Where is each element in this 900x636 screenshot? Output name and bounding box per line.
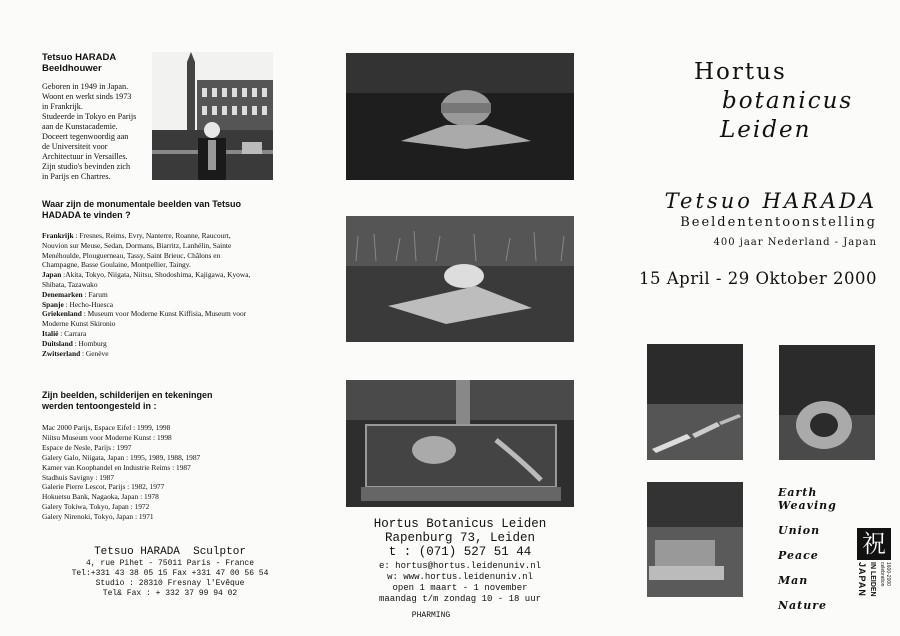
- logo-text-japan: JAPAN: [857, 562, 867, 597]
- bio-line: in Frankrijk.: [42, 102, 83, 111]
- cover-title: [650, 58, 880, 145]
- exhibition-line: Espace de Nesle, Parijs : 1997: [42, 442, 132, 452]
- garden-name: Hortus Botanicus Leiden: [373, 517, 547, 531]
- logo-vertical-text: [857, 562, 893, 608]
- bio-line: Geboren in 1949 in Japan.: [42, 82, 129, 91]
- location-line: Japan :Akita, Tokyo, Niigata, Niitsu, Shodoshima, Kajigawa, Kyowa,: [42, 270, 251, 280]
- exhibition-line: Kamer van Koophandel en Industrie Reims : 1987: [42, 462, 191, 472]
- contact-studio: Studio : 28310 Fresnay l'Evêque: [95, 579, 245, 588]
- contact-address: 4, rue Pihet - 75011 Paris - France: [85, 559, 255, 568]
- contact-studio-phone: Tel& Fax : + 332 37 99 94 02: [102, 589, 238, 598]
- printer-credit: PHARMING: [411, 611, 451, 620]
- monumental-section: [42, 199, 274, 358]
- garden-phone: t : (071) 527 51 44: [388, 545, 532, 559]
- garden-contact: [346, 517, 574, 605]
- bio-line: Zijn studio's bevinden zich: [42, 162, 131, 171]
- artist-contact: [60, 546, 280, 599]
- location-line: Menéhoulde, Plouguerneau, Tassy, Saint Brieuc, Châlons en: [42, 250, 221, 260]
- artist-bio: [42, 82, 152, 182]
- location-line: Nouvion sur Meuse, Sedan, Dormans, Biarritz, Lanhélin, Sainte: [42, 240, 232, 250]
- exhibitions-section: [42, 390, 274, 522]
- location-line: Frankrijk : Fresnes, Reims, Evry, Nanterre, Roanne, Raucourt,: [42, 231, 231, 240]
- location-line: Italië : Carrara: [42, 328, 87, 338]
- exhibition-line: Galery Tokiwa, Tokyo, Japan : 1972: [42, 502, 150, 512]
- sculpture-photo-1: [346, 53, 574, 180]
- theme-item: Peace: [778, 549, 819, 562]
- exhibition-subtitle: Beeldententoonstelling: [680, 215, 877, 230]
- bio-line: in Parijs en Chartres.: [42, 172, 111, 181]
- location-line: Duitsland : Homburg: [42, 338, 107, 348]
- contact-phone: Tel:+331 43 38 05 15 Fax +331 47 00 56 54: [71, 569, 269, 578]
- sculpture-photo-3: [346, 380, 574, 507]
- sculpture-photo-2: [346, 216, 574, 342]
- garden-photo-3: [647, 482, 743, 597]
- title-line-3: Leiden: [720, 117, 812, 143]
- bio-line: Woont en werkt sinds 1973: [42, 92, 132, 101]
- contact-role: Sculptor: [193, 546, 246, 558]
- logo-text-years: 1600-2000 celebration: [879, 562, 891, 587]
- exhibition-artist: Tetsuo HARADA: [664, 189, 877, 213]
- logo-text-in-leiden: IN LEIDEN: [869, 562, 876, 597]
- bio-line: de Universiteit voor: [42, 142, 108, 151]
- exhibitions-heading: Zijn beelden, schilderijen en tekeningen: [42, 390, 213, 400]
- artist-role: Beeldhouwer: [42, 63, 102, 74]
- theme-item: Earth Weaving: [778, 486, 837, 512]
- exhibition-line: Galery Nirenoki, Tokyo, Japan : 1971: [42, 512, 154, 522]
- exhibition-occasion: 400 jaar Nederland - Japan: [713, 237, 877, 248]
- artist-portrait-photo: [152, 52, 273, 180]
- bio-line: Doceert tegenwoordig aan: [42, 132, 129, 141]
- exhibition-info: [612, 188, 877, 289]
- exhibition-line: Galery Galo, Niigata, Japan : 1995, 1989, 1988, 1987: [42, 452, 201, 462]
- location-line: Griekenland : Museum voor Moderne Kunst Kiffisia, Museum voor: [42, 309, 247, 319]
- exhibition-line: Galerie Pierre Lescot, Parijs : 1982, 1977: [42, 482, 165, 492]
- exhibitions-list: [42, 423, 274, 522]
- exhibition-line: Mac 2000 Parijs, Espace Eifel : 1999, 1998: [42, 423, 171, 432]
- location-line: Zwitserland : Genève: [42, 348, 109, 358]
- artist-name: Tetsuo HARADA: [42, 52, 117, 63]
- theme-item: Nature: [778, 599, 828, 612]
- location-line: Denemarken : Farum: [42, 289, 108, 299]
- locations-list: [42, 231, 274, 358]
- location-line: Champagne, Basse Goulaine, Montpellier, Taingy.: [42, 260, 191, 270]
- garden-website: w: www.hortus.leidenuniv.nl: [387, 572, 533, 582]
- garden-email: e: hortus@hortus.leidenuniv.nl: [378, 561, 542, 571]
- location-line: Shibata, Tazawako: [42, 279, 98, 289]
- garden-address: Rapenburg 73, Leiden: [384, 531, 536, 545]
- garden-photo-2: [779, 345, 875, 460]
- exhibitions-heading-2: werden tentoongesteld in :: [42, 401, 157, 411]
- japan-in-leiden-logo: [857, 528, 895, 608]
- garden-season: open 1 maart - 1 november: [392, 583, 528, 593]
- exhibition-line: Niitsu Museum voor Moderne Kunst : 1998: [42, 432, 172, 442]
- theme-item: Union: [778, 524, 821, 537]
- exhibition-line: Hokuetsu Bank, Nagaoka, Japan : 1978: [42, 492, 159, 502]
- contact-name-line: [60, 546, 280, 559]
- contact-name: Tetsuo HARADA: [94, 546, 180, 558]
- title-line-1: Hortus: [694, 59, 787, 85]
- title-line-2: botanicus: [722, 88, 854, 114]
- garden-photo-1: [647, 344, 743, 460]
- location-line: Spanje : Hecho-Huesca: [42, 299, 114, 309]
- theme-item: Man: [778, 574, 809, 587]
- garden-hours: maandag t/m zondag 10 - 18 uur: [378, 594, 542, 604]
- location-line: Moderne Kunst Skironio: [42, 319, 116, 329]
- exhibition-dates: 15 April - 29 Oktober 2000: [638, 269, 877, 288]
- bio-line: aan de Kunstacademie.: [42, 122, 118, 131]
- exhibition-line: Stadhuis Savigny : 1987: [42, 472, 115, 482]
- bio-line: Architectuur in Versailles.: [42, 152, 128, 161]
- monumental-heading-2: HADADA te vinden ?: [42, 210, 131, 220]
- bio-line: Studeerde in Tokyo en Parijs: [42, 112, 137, 121]
- celebration-kanji-icon: 祝: [857, 528, 891, 560]
- monumental-heading: Waar zijn de monumentale beelden van Tetsuo: [42, 199, 242, 209]
